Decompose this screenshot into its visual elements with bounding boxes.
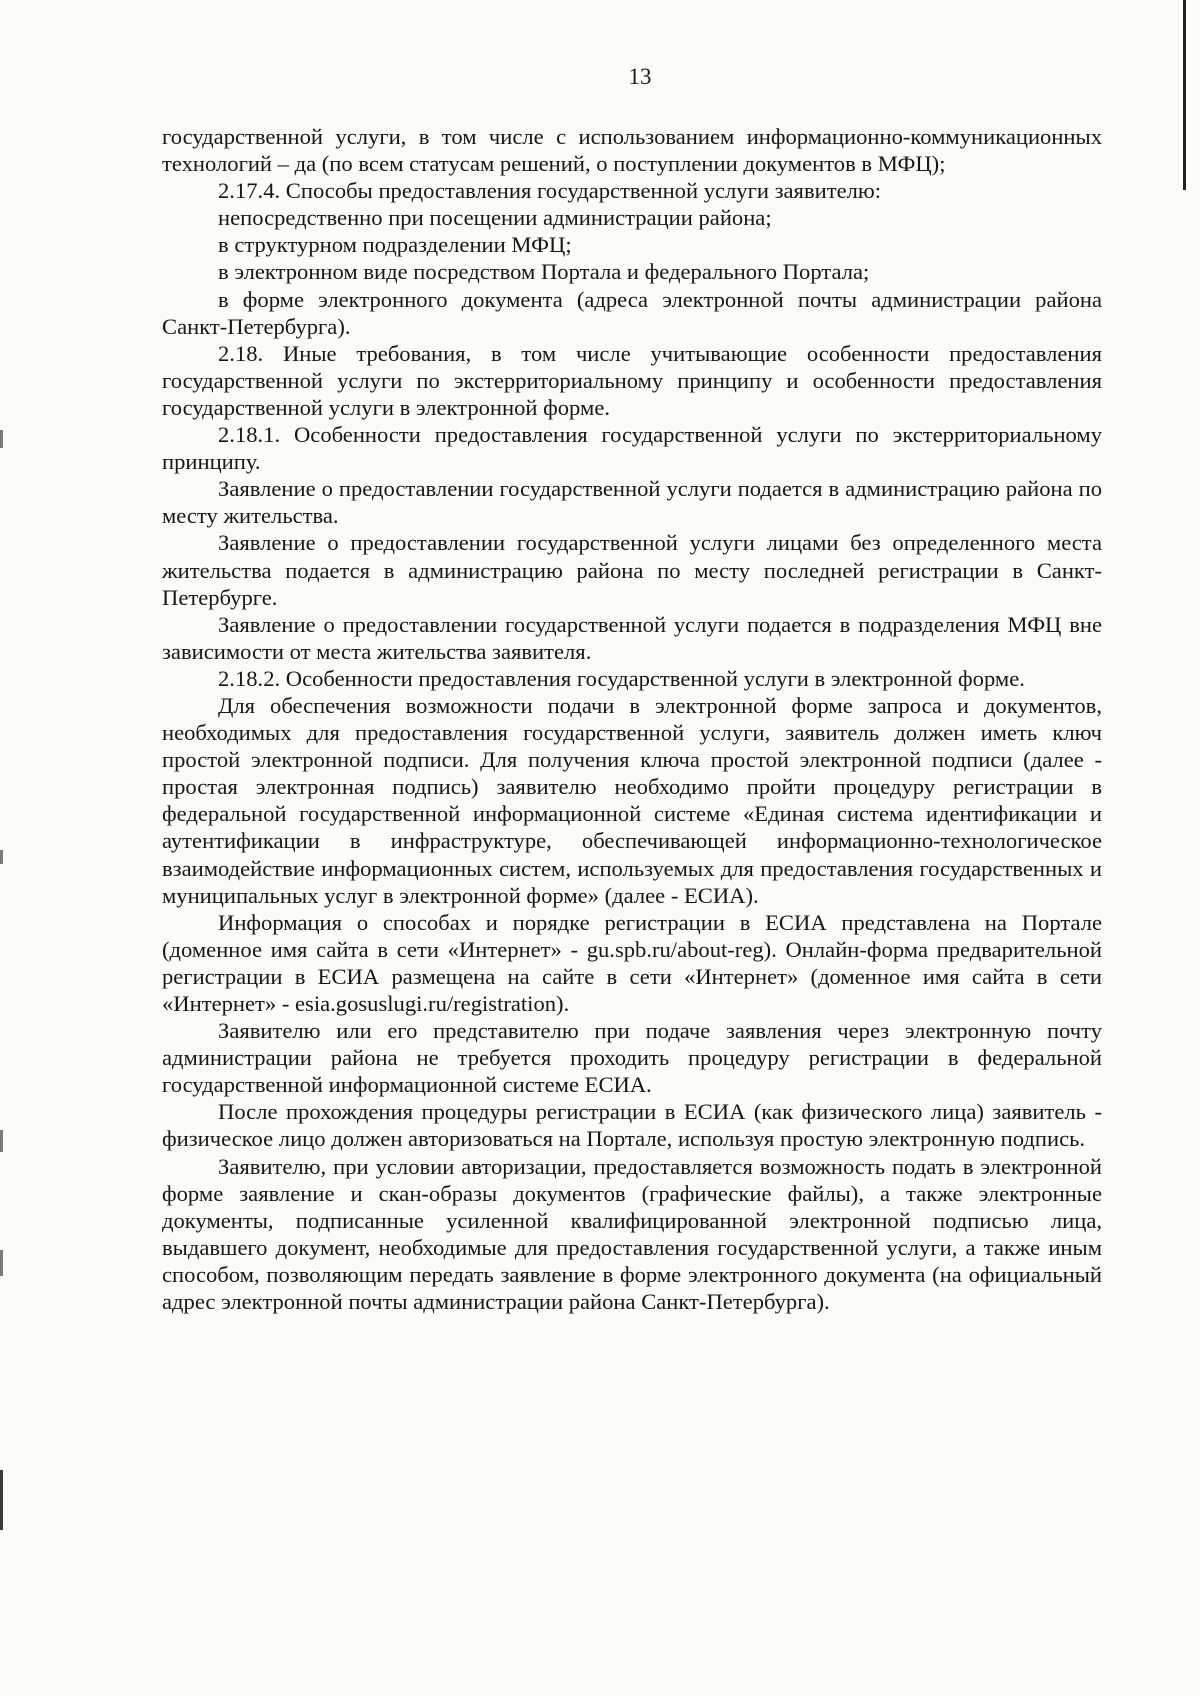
scan-edge-mark [0, 1250, 3, 1276]
paragraph: Заявление о предоставлении государственной услуги подается в администрацию района по месту жительства. [162, 476, 1102, 529]
paragraph: 2.18.1. Особенности предоставления государственной услуги по экстерриториальному принципу. [162, 422, 1102, 475]
scan-edge-mark [0, 1470, 3, 1530]
scan-edge-mark [0, 850, 3, 864]
paragraph: 2.18.2. Особенности предоставления государственной услуги в электронной форме. [218, 665, 1025, 691]
paragraph: Заявление о предоставлении государственной услуги подается в подразделения МФЦ вне зависимости от места жительства заявителя. [162, 611, 1102, 664]
paragraph: в электронном виде посредством Портала и федерального Портала; [218, 259, 870, 285]
paragraph: Заявителю или его представителю при подаче заявления через электронную почту администрации района не требуется проходить процедуру регистрации в федеральной государственной информационной системе ЕСИА. [162, 1018, 1102, 1098]
paragraph: непосредственно при посещении администрации района; [218, 205, 772, 231]
scan-edge-mark [0, 430, 3, 448]
paragraph: в форме электронного документа (адреса электронной почты администрации района Санкт-Петербурга). [162, 286, 1102, 339]
paragraph: 2.17.4. Способы предоставления государственной услуги заявителю: [218, 178, 882, 204]
page-number: 13 [628, 64, 652, 89]
paragraph: государственной услуги, в том числе с использованием информационно-коммуникационных технологий – да (по всем статусам решений, о поступлении документов в МФЦ); [162, 124, 1102, 177]
paragraph: После прохождения процедуры регистрации в ЕСИА (как физического лица) заявитель - физическое лицо должен авторизоваться на Портале, используя простую электронную подпись. [162, 1099, 1102, 1152]
document-body [162, 123, 1102, 1315]
paragraph: в структурном подразделении МФЦ; [218, 232, 572, 258]
scan-edge-line-right [1183, 0, 1186, 190]
paragraph: 2.18. Иные требования, в том числе учитывающие особенности предоставления государственной услуги по экстерриториальному принципу и особенности предоставления государственной услуги в электронной форме. [162, 340, 1102, 420]
paragraph: Для обеспечения возможности подачи в электронной форме запроса и документов, необходимых для предоставления государственной услуги, заявитель должен иметь ключ простой электронной подписи. Для получения ключа простой электронной подписи (далее - простая электронная подпись) заявителю необходимо пройти процедуру регистрации в федеральной государственной информационной системе «Единая система идентификации и аутентификации в инфраструктуре, обеспечивающей информационно-технологическое взаимодействие информационных систем, используемых для предоставления государственных и муниципальных услуг в электронной форме» (далее - ЕСИА). [162, 692, 1102, 908]
scan-edge-mark [0, 1130, 3, 1152]
paragraph: Заявление о предоставлении государственной услуги лицами без определенного места жительства подается в администрацию района по месту последней регистрации в Санкт-Петербурге. [162, 530, 1102, 610]
paragraph: Информация о способах и порядке регистрации в ЕСИА представлена на Портале (доменное имя сайта в сети «Интернет» - gu.spb.ru/about-reg). Онлайн-форма предварительной регистрации в ЕСИА размещена на сайте в сети «Интернет» (доменное имя сайта в сети «Интернет» - esia.gosuslugi.ru/registration). [162, 909, 1102, 1016]
paragraph: Заявителю, при условии авторизации, предоставляется возможность подать в электронной форме заявление и скан-образы документов (графические файлы), а также электронные документы, подписанные усиленной квалифицированной электронной подписью лица, выдавшего документ, необходимые для предоставления государственной услуги, а также иным способом, позволяющим передать заявление в форме электронного документа (на официальный адрес электронной почты администрации района Санкт-Петербурга). [162, 1153, 1102, 1315]
